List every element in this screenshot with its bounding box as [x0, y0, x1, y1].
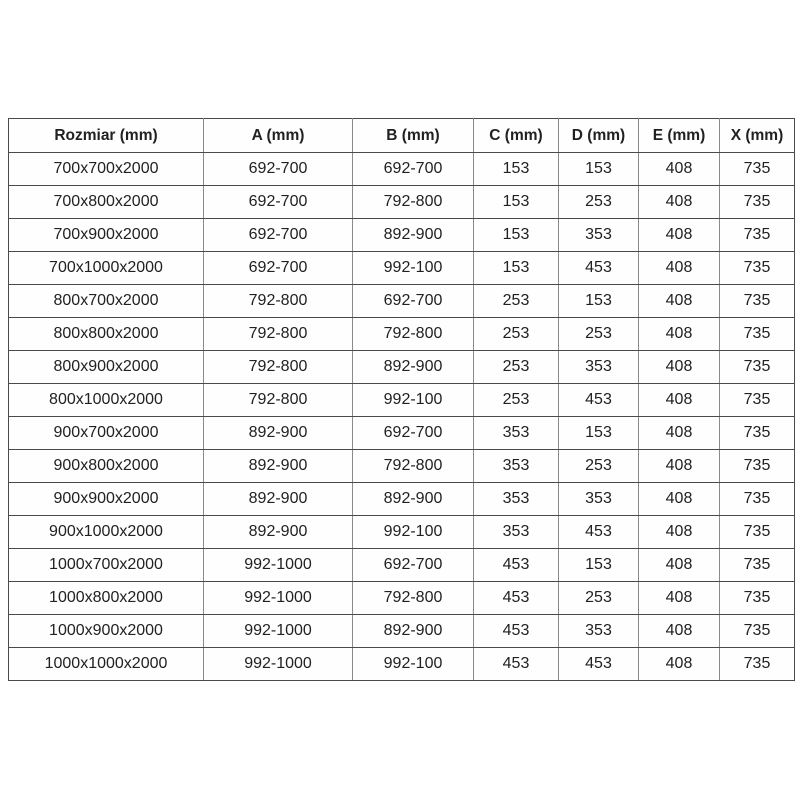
cell-e: 408	[639, 252, 720, 285]
cell-c: 253	[474, 351, 559, 384]
cell-a: 792-800	[204, 351, 353, 384]
cell-a: 792-800	[204, 384, 353, 417]
cell-rozmiar: 900x900x2000	[9, 483, 204, 516]
cell-a: 792-800	[204, 318, 353, 351]
table-row	[9, 351, 795, 384]
header-e: E (mm)	[639, 119, 720, 153]
cell-d: 353	[559, 219, 639, 252]
cell-d: 153	[559, 417, 639, 450]
cell-c: 353	[474, 450, 559, 483]
cell-a: 992-1000	[204, 549, 353, 582]
cell-b: 792-800	[353, 582, 474, 615]
cell-e: 408	[639, 351, 720, 384]
cell-e: 408	[639, 450, 720, 483]
cell-e: 408	[639, 219, 720, 252]
table-row	[9, 516, 795, 549]
cell-x: 735	[720, 417, 795, 450]
cell-b: 692-700	[353, 417, 474, 450]
cell-b: 692-700	[353, 285, 474, 318]
cell-x: 735	[720, 186, 795, 219]
header-d: D (mm)	[559, 119, 639, 153]
cell-b: 892-900	[353, 483, 474, 516]
cell-d: 153	[559, 153, 639, 186]
cell-e: 408	[639, 483, 720, 516]
cell-e: 408	[639, 186, 720, 219]
cell-d: 253	[559, 186, 639, 219]
cell-e: 408	[639, 285, 720, 318]
table-body	[9, 153, 795, 681]
cell-c: 353	[474, 483, 559, 516]
cell-e: 408	[639, 516, 720, 549]
cell-c: 153	[474, 219, 559, 252]
cell-a: 992-1000	[204, 615, 353, 648]
cell-x: 735	[720, 384, 795, 417]
cell-c: 453	[474, 549, 559, 582]
header-x: X (mm)	[720, 119, 795, 153]
cell-b: 992-100	[353, 648, 474, 681]
header-b: B (mm)	[353, 119, 474, 153]
header-a: A (mm)	[204, 119, 353, 153]
cell-e: 408	[639, 384, 720, 417]
cell-x: 735	[720, 219, 795, 252]
cell-x: 735	[720, 648, 795, 681]
table-row	[9, 219, 795, 252]
cell-c: 453	[474, 615, 559, 648]
cell-d: 253	[559, 582, 639, 615]
cell-rozmiar: 1000x700x2000	[9, 549, 204, 582]
table-header-row	[9, 119, 795, 153]
table-row	[9, 153, 795, 186]
cell-b: 892-900	[353, 351, 474, 384]
cell-d: 453	[559, 384, 639, 417]
cell-a: 692-700	[204, 186, 353, 219]
cell-a: 692-700	[204, 252, 353, 285]
cell-x: 735	[720, 252, 795, 285]
cell-b: 792-800	[353, 318, 474, 351]
cell-c: 153	[474, 252, 559, 285]
cell-c: 253	[474, 285, 559, 318]
cell-x: 735	[720, 153, 795, 186]
cell-c: 153	[474, 153, 559, 186]
table-row	[9, 384, 795, 417]
cell-d: 453	[559, 252, 639, 285]
cell-x: 735	[720, 318, 795, 351]
cell-x: 735	[720, 615, 795, 648]
cell-e: 408	[639, 153, 720, 186]
cell-rozmiar: 1000x1000x2000	[9, 648, 204, 681]
cell-a: 692-700	[204, 153, 353, 186]
cell-b: 992-100	[353, 252, 474, 285]
cell-e: 408	[639, 549, 720, 582]
cell-d: 353	[559, 483, 639, 516]
cell-b: 792-800	[353, 186, 474, 219]
cell-d: 353	[559, 351, 639, 384]
cell-d: 353	[559, 615, 639, 648]
cell-x: 735	[720, 516, 795, 549]
cell-a: 992-1000	[204, 648, 353, 681]
cell-x: 735	[720, 582, 795, 615]
cell-rozmiar: 900x800x2000	[9, 450, 204, 483]
table-row	[9, 450, 795, 483]
cell-rozmiar: 900x700x2000	[9, 417, 204, 450]
cell-rozmiar: 700x1000x2000	[9, 252, 204, 285]
cell-a: 892-900	[204, 516, 353, 549]
cell-c: 353	[474, 516, 559, 549]
cell-d: 453	[559, 516, 639, 549]
cell-c: 453	[474, 648, 559, 681]
table-row	[9, 318, 795, 351]
cell-x: 735	[720, 450, 795, 483]
cell-a: 992-1000	[204, 582, 353, 615]
cell-rozmiar: 700x800x2000	[9, 186, 204, 219]
cell-e: 408	[639, 648, 720, 681]
table-row	[9, 648, 795, 681]
table-row	[9, 285, 795, 318]
cell-c: 253	[474, 384, 559, 417]
cell-e: 408	[639, 417, 720, 450]
table-row	[9, 417, 795, 450]
cell-b: 792-800	[353, 450, 474, 483]
header-rozmiar: Rozmiar (mm)	[9, 119, 204, 153]
table-row	[9, 549, 795, 582]
cell-d: 153	[559, 285, 639, 318]
table-row	[9, 252, 795, 285]
cell-a: 892-900	[204, 483, 353, 516]
cell-x: 735	[720, 549, 795, 582]
cell-rozmiar: 800x800x2000	[9, 318, 204, 351]
cell-b: 992-100	[353, 384, 474, 417]
header-c: C (mm)	[474, 119, 559, 153]
table-row	[9, 615, 795, 648]
cell-x: 735	[720, 285, 795, 318]
cell-x: 735	[720, 351, 795, 384]
cell-d: 153	[559, 549, 639, 582]
cell-d: 453	[559, 648, 639, 681]
cell-c: 253	[474, 318, 559, 351]
cell-a: 692-700	[204, 219, 353, 252]
cell-rozmiar: 800x1000x2000	[9, 384, 204, 417]
table-row	[9, 483, 795, 516]
cell-e: 408	[639, 615, 720, 648]
cell-rozmiar: 1000x800x2000	[9, 582, 204, 615]
cell-c: 153	[474, 186, 559, 219]
cell-rozmiar: 800x900x2000	[9, 351, 204, 384]
cell-c: 353	[474, 417, 559, 450]
size-specification-table	[8, 118, 795, 681]
cell-b: 692-700	[353, 153, 474, 186]
cell-e: 408	[639, 318, 720, 351]
cell-rozmiar: 1000x900x2000	[9, 615, 204, 648]
cell-b: 892-900	[353, 219, 474, 252]
cell-x: 735	[720, 483, 795, 516]
cell-rozmiar: 800x700x2000	[9, 285, 204, 318]
cell-rozmiar: 900x1000x2000	[9, 516, 204, 549]
cell-d: 253	[559, 318, 639, 351]
table-row	[9, 186, 795, 219]
cell-a: 892-900	[204, 450, 353, 483]
cell-b: 892-900	[353, 615, 474, 648]
cell-c: 453	[474, 582, 559, 615]
cell-b: 692-700	[353, 549, 474, 582]
cell-b: 992-100	[353, 516, 474, 549]
cell-rozmiar: 700x700x2000	[9, 153, 204, 186]
cell-a: 792-800	[204, 285, 353, 318]
cell-a: 892-900	[204, 417, 353, 450]
cell-d: 253	[559, 450, 639, 483]
cell-rozmiar: 700x900x2000	[9, 219, 204, 252]
table-row	[9, 582, 795, 615]
cell-e: 408	[639, 582, 720, 615]
